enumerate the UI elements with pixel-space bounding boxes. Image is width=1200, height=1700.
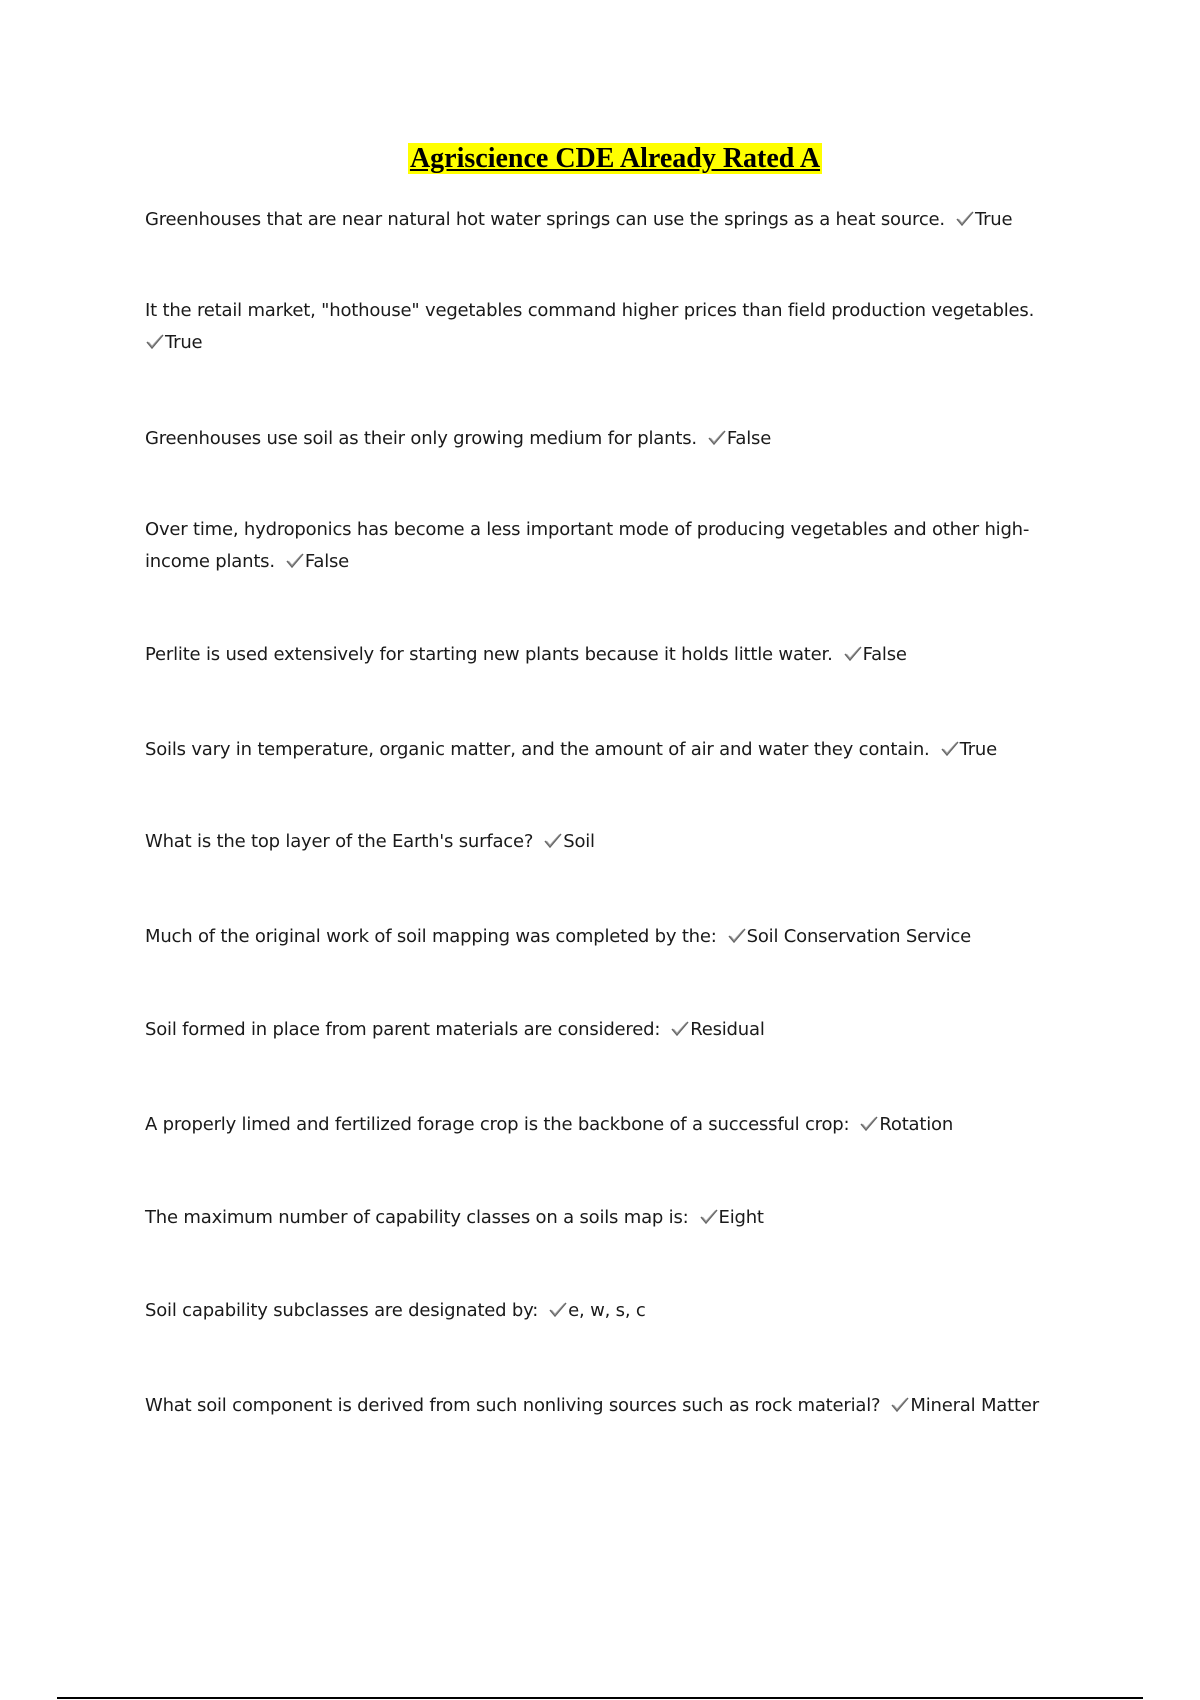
question-text: Soil capability subclasses are designated by: bbox=[145, 1300, 539, 1321]
check-mark-icon bbox=[548, 1301, 568, 1319]
check-mark-icon bbox=[940, 740, 960, 758]
check-mark-icon bbox=[859, 1115, 879, 1133]
check-mark-icon bbox=[955, 210, 975, 228]
answer-text: True bbox=[165, 332, 203, 353]
question-text: Over time, hydroponics has become a less important mode of producing vegetables and other high-income plants. bbox=[145, 519, 1030, 572]
question-text: What is the top layer of the Earth's surface? bbox=[145, 831, 534, 852]
qa-item bbox=[145, 1390, 1065, 1422]
check-mark-icon bbox=[285, 552, 305, 570]
answer-text: e, w, s, c bbox=[568, 1300, 646, 1321]
question-text: Greenhouses use soil as their only growing medium for plants. bbox=[145, 428, 697, 449]
check-mark-icon bbox=[543, 832, 563, 850]
check-mark-icon bbox=[727, 927, 747, 945]
answer-text: Mineral Matter bbox=[910, 1395, 1039, 1416]
answer-text: Soil Conservation Service bbox=[746, 926, 972, 947]
answer-text: False bbox=[726, 428, 772, 449]
question-text: What soil component is derived from such nonliving sources such as rock material? bbox=[145, 1395, 881, 1416]
question-text: Soil formed in place from parent materials are considered: bbox=[145, 1019, 661, 1040]
qa-item bbox=[145, 423, 1065, 455]
page-title-container bbox=[0, 143, 1200, 175]
page-title: Agriscience CDE Already Rated A bbox=[409, 143, 821, 174]
check-mark-icon bbox=[890, 1396, 910, 1414]
question-text: Perlite is used extensively for starting new plants because it holds little water. bbox=[145, 644, 833, 665]
footer-divider bbox=[57, 1697, 1143, 1699]
qa-item bbox=[145, 514, 1065, 578]
check-mark-icon bbox=[670, 1020, 690, 1038]
question-text: Greenhouses that are near natural hot water springs can use the springs as a heat source. bbox=[145, 209, 945, 230]
check-mark-icon bbox=[699, 1208, 719, 1226]
qa-item bbox=[145, 295, 1065, 359]
question-text: A properly limed and fertilized forage crop is the backbone of a successful crop: bbox=[145, 1114, 850, 1135]
answer-text: True bbox=[974, 209, 1013, 230]
qa-item bbox=[145, 826, 1065, 858]
qa-item bbox=[145, 1014, 1065, 1046]
qa-item bbox=[145, 1109, 1065, 1141]
qa-item bbox=[145, 921, 1065, 953]
question-text: The maximum number of capability classes on a soils map is: bbox=[145, 1207, 689, 1228]
answer-text: Residual bbox=[690, 1019, 765, 1040]
answer-text: False bbox=[304, 551, 350, 572]
answer-text: Soil bbox=[563, 831, 595, 852]
answer-text: Rotation bbox=[879, 1114, 954, 1135]
question-text: It the retail market, "hothouse" vegetables command higher prices than field production vegetables. bbox=[145, 300, 1035, 321]
question-text: Soils vary in temperature, organic matter, and the amount of air and water they contain. bbox=[145, 739, 930, 760]
qa-item bbox=[145, 1202, 1065, 1234]
answer-text: Eight bbox=[718, 1207, 764, 1228]
qa-item bbox=[145, 1295, 1065, 1327]
qa-item bbox=[145, 734, 1065, 766]
check-mark-icon bbox=[145, 333, 165, 351]
check-mark-icon bbox=[843, 645, 863, 663]
qa-item bbox=[145, 204, 1065, 236]
qa-item bbox=[145, 639, 1065, 671]
answer-text: False bbox=[862, 644, 907, 665]
check-mark-icon bbox=[707, 429, 727, 447]
answer-text: True bbox=[959, 739, 998, 760]
question-text: Much of the original work of soil mapping was completed by the: bbox=[145, 926, 717, 947]
